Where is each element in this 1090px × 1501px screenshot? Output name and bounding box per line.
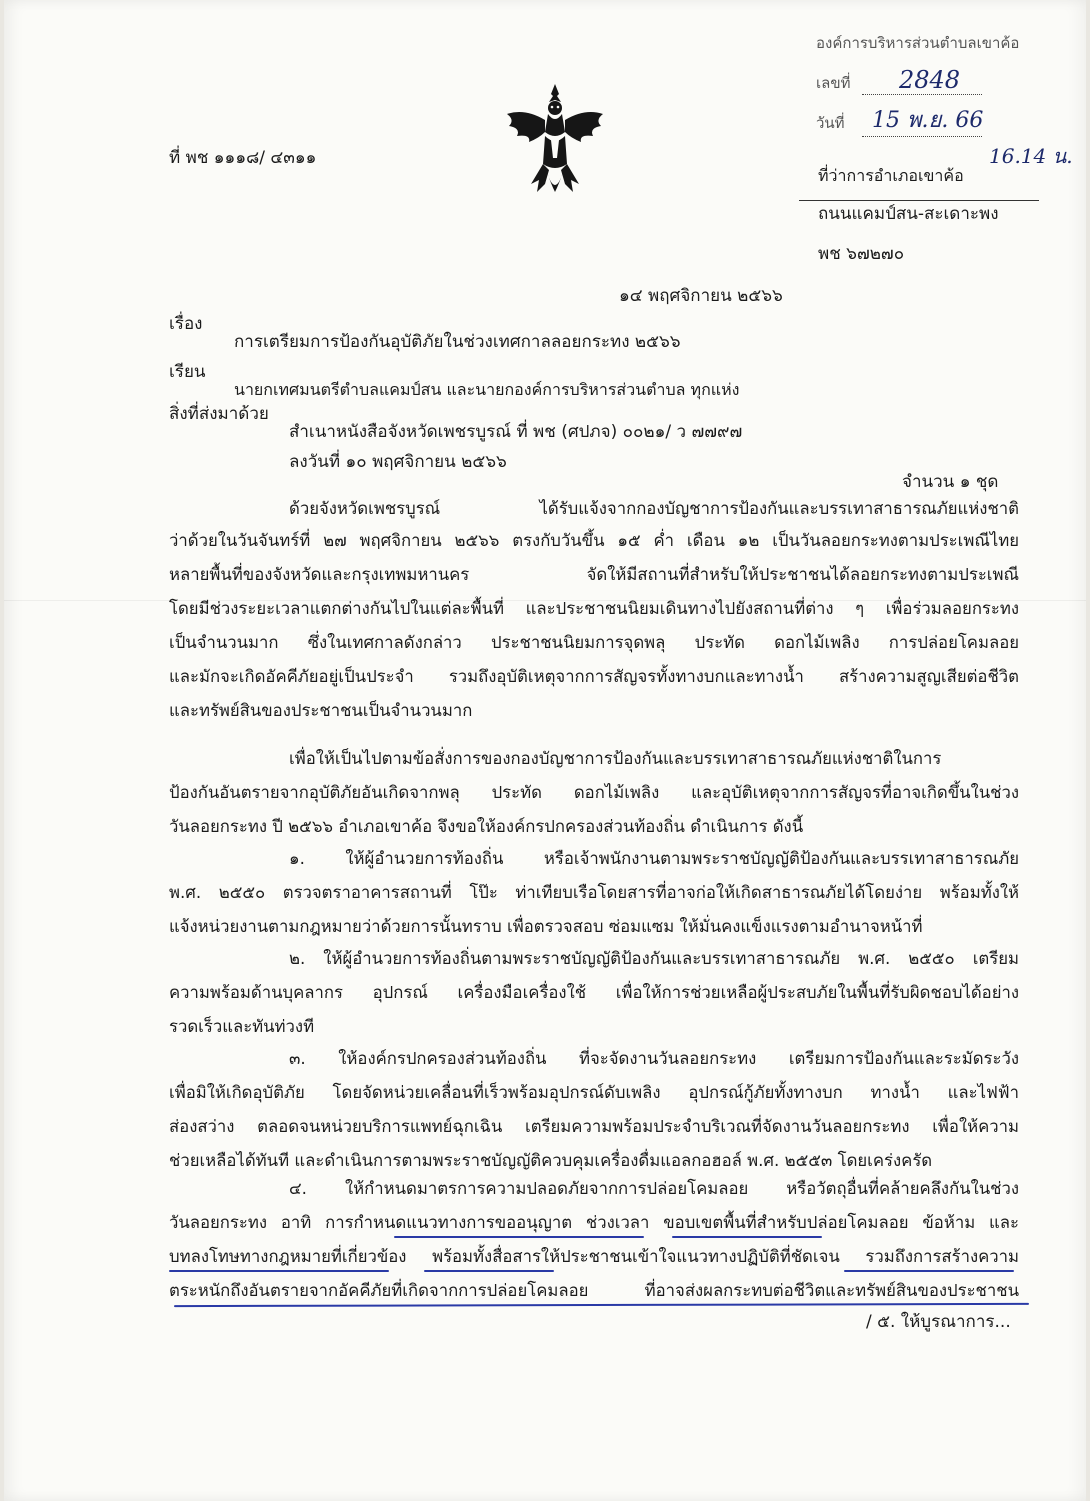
para2-line: ป้องกันอันตรายจากอุบัติภัยอันเกิดจากพลุ ประทัด ดอกไม้เพลิง และอุบัติเหตุจากการสัญจรที่อาจเกิดขึ้นในช่วง: [169, 782, 1019, 802]
item4-line: บทลงโทษทางกฎหมายที่เกี่ยวข้อง พร้อมทั้งสื่อสารให้ประชาชนเข้าใจแนวทางปฏิบัติที่ชัดเจน รวมถึงการสร้างความ: [169, 1246, 1019, 1266]
item2-line: ความพร้อมด้านบุคลากร อุปกรณ์ เครื่องมือเครื่องใช้ เพื่อให้การช่วยเหลือผู้ประสบภัยในพื้นที่รับผิดชอบได้อย่าง: [169, 982, 1019, 1002]
office-address: ถนนแคมป์สน-สะเดาะพง: [818, 204, 999, 224]
receipt-number-label: เลขที่: [816, 74, 851, 92]
para1-line: เป็นจำนวนมาก ซึ่งในเทศกาลดังกล่าว ประชาชนนิยมการจุดพลุ ประทัด ดอกไม้เพลิง การปล่อยโคมลอย: [169, 632, 1019, 652]
garuda-emblem-icon: [499, 80, 611, 202]
pen-underline: [424, 1270, 554, 1272]
to-label: เรียน: [169, 362, 206, 382]
para1-line: ว่าด้วยในวันจันทร์ที่ ๒๗ พฤศจิกายน ๒๕๖๖ ตรงกับวันขึ้น ๑๕ ค่ำ เดือน ๑๒ เป็นวันลอยกระทงตามประเพณีไทย: [169, 530, 1019, 550]
para1-line: และทรัพย์สินของประชาชนเป็นจำนวนมาก: [169, 700, 473, 720]
receipt-number-value: 2848: [899, 66, 961, 94]
pen-underline: [844, 1270, 1014, 1272]
pen-underline: [169, 1270, 389, 1272]
receipt-date-value: 15 พ.ย. 66: [872, 108, 984, 133]
to-text: นายกเทศมนตรีตำบลแคมป์สน และนายกองค์การบริหารส่วนตำบล ทุกแห่ง: [234, 380, 740, 399]
item4-line: ตระหนักถึงอันตรายจากอัคคีภัยที่เกิดจากการปล่อยโคมลอย ที่อาจส่งผลกระทบต่อชีวิตและทรัพย์สินของประชาชน: [169, 1280, 1019, 1300]
item3-line: ส่องสว่าง ตลอดจนหน่วยบริการแพทย์ฉุกเฉิน เตรียมความพร้อมประจำบริเวณที่จัดงานวันลอยกระทง เพื่อให้ความ: [169, 1116, 1019, 1136]
document-date: ๑๔ พฤศจิกายน ๒๕๖๖: [619, 286, 783, 306]
para1-line: โดยมีช่วงระยะเวลาแตกต่างกันไปในแต่ละพื้นที่ และประชาชนนิยมเดินทางไปยังสถานที่ต่าง ๆ เพื่อร่วมลอยกระทง: [169, 598, 1019, 618]
para1-line: หลายพื้นที่ของจังหวัดและกรุงเทพมหานคร จัดให้มีสถานที่สำหรับให้ประชาชนได้ลอยกระทงตามประเพณี: [169, 564, 1019, 584]
continuation-text: / ๕. ให้บูรณาการ...: [866, 1312, 1011, 1332]
item2-line: รวดเร็วและทันท่วงที: [169, 1016, 315, 1036]
pen-underline: [394, 1236, 644, 1238]
attachment-quantity: จำนวน ๑ ชุด: [902, 472, 999, 492]
subject-label: เรื่อง: [169, 314, 203, 334]
para1-line: ด้วยจังหวัดเพชรบูรณ์ ได้รับแจ้งจากกองบัญชาการป้องกันและบรรเทาสาธารณภัยแห่งชาติ: [289, 498, 1019, 518]
office-name: ที่ว่าการอำเภอเขาค้อ: [818, 166, 964, 185]
receipt-date-label: วันที่: [816, 114, 845, 132]
item4-line: ๔. ให้กำหนดมาตรการความปลอดภัยจากการปล่อยโคมลอย หรือวัตถุอื่นที่คล้ายคลึงกันในช่วง: [289, 1178, 1019, 1198]
para2-line: วันลอยกระทง ปี ๒๕๖๖ อำเภอเขาค้อ จึงขอให้องค์กรปกครองส่วนท้องถิ่น ดำเนินการ ดังนี้: [169, 816, 804, 836]
para1-line: และมักจะเกิดอัคคีภัยอยู่เป็นประจำ รวมถึงอุบัติเหตุจากการสัญจรทั้งทางบกและทางน้ำ สร้างความสูญเสียต่อชีวิต: [169, 666, 1019, 686]
item1-line: แจ้งหน่วยงานตามกฎหมายว่าด้วยการนั้นทราบ เพื่อตรวจสอบ ซ่อมแซม ให้มั่นคงแข็งแรงตามอำนาจหน้าที่: [169, 916, 923, 936]
attachment-line-1: สำเนาหนังสือจังหวัดเพชรบูรณ์ ที่ พช (ศปภจ) ๐๐๒๑/ ว ๗๗๙๗: [289, 422, 743, 442]
item3-line: ๓. ให้องค์กรปกครองส่วนท้องถิ่น ที่จะจัดงานวันลอยกระทง เตรียมการป้องกันและระมัดระวัง: [289, 1048, 1019, 1068]
document-number: ที่ พช ๑๑๑๘/ ๔๓๑๑: [169, 148, 317, 168]
item1-line: พ.ศ. ๒๕๕๐ ตรวจตราอาคารสถานที่ โป๊ะ ท่าเทียบเรือโดยสารที่อาจก่อให้เกิดสาธารณภัยได้โดยง่าย พร้อมทั้งให้: [169, 882, 1019, 902]
subject-text: การเตรียมการป้องกันอุบัติภัยในช่วงเทศกาลลอยกระทง ๒๕๖๖: [234, 332, 681, 352]
item3-line: ช่วยเหลือได้ทันที และดำเนินการตามพระราชบัญญัติควบคุมเครื่องดื่มแอลกอฮอล์ พ.ศ. ๒๕๕๓ โดยเคร่งครัด: [169, 1150, 933, 1170]
item1-line: ๑. ให้ผู้อำนวยการท้องถิ่น หรือเจ้าพนักงานตามพระราชบัญญัติป้องกันและบรรเทาสาธารณภัย: [289, 848, 1019, 868]
office-postal: พช ๖๗๒๗๐: [818, 244, 905, 264]
receipt-time-value: 16.14 น.: [989, 144, 1073, 168]
attachment-label: สิ่งที่ส่งมาด้วย: [169, 404, 269, 424]
pen-underline: [672, 1236, 822, 1238]
item4-line: วันลอยกระทง อาทิ การกำหนดแนวทางการขออนุญาต ช่วงเวลา ขอบเขตพื้นที่สำหรับปล่อยโคมลอย ข้อห้าม และ: [169, 1212, 1019, 1232]
item2-line: ๒. ให้ผู้อำนวยการท้องถิ่นตามพระราชบัญญัติป้องกันและบรรเทาสาธารณภัย พ.ศ. ๒๕๕๐ เตรียม: [289, 948, 1019, 968]
item3-line: เพื่อมิให้เกิดอุบัติภัย โดยจัดหน่วยเคลื่อนที่เร็วพร้อมอุปกรณ์ดับเพลิง อุปกรณ์กู้ภัยทั้งทางบก ทางน้ำ และไฟฟ้า: [169, 1082, 1019, 1102]
document-page: [4, 0, 1086, 1501]
para2-line: เพื่อให้เป็นไปตามข้อสั่งการของกองบัญชาการป้องกันและบรรเทาสาธารณภัยแห่งชาติในการ: [289, 748, 942, 768]
attachment-line-2: ลงวันที่ ๑๐ พฤศจิกายน ๒๕๖๖: [289, 452, 507, 472]
receipt-stamp-org: องค์การบริหารส่วนตำบลเขาค้อ: [816, 34, 1020, 52]
